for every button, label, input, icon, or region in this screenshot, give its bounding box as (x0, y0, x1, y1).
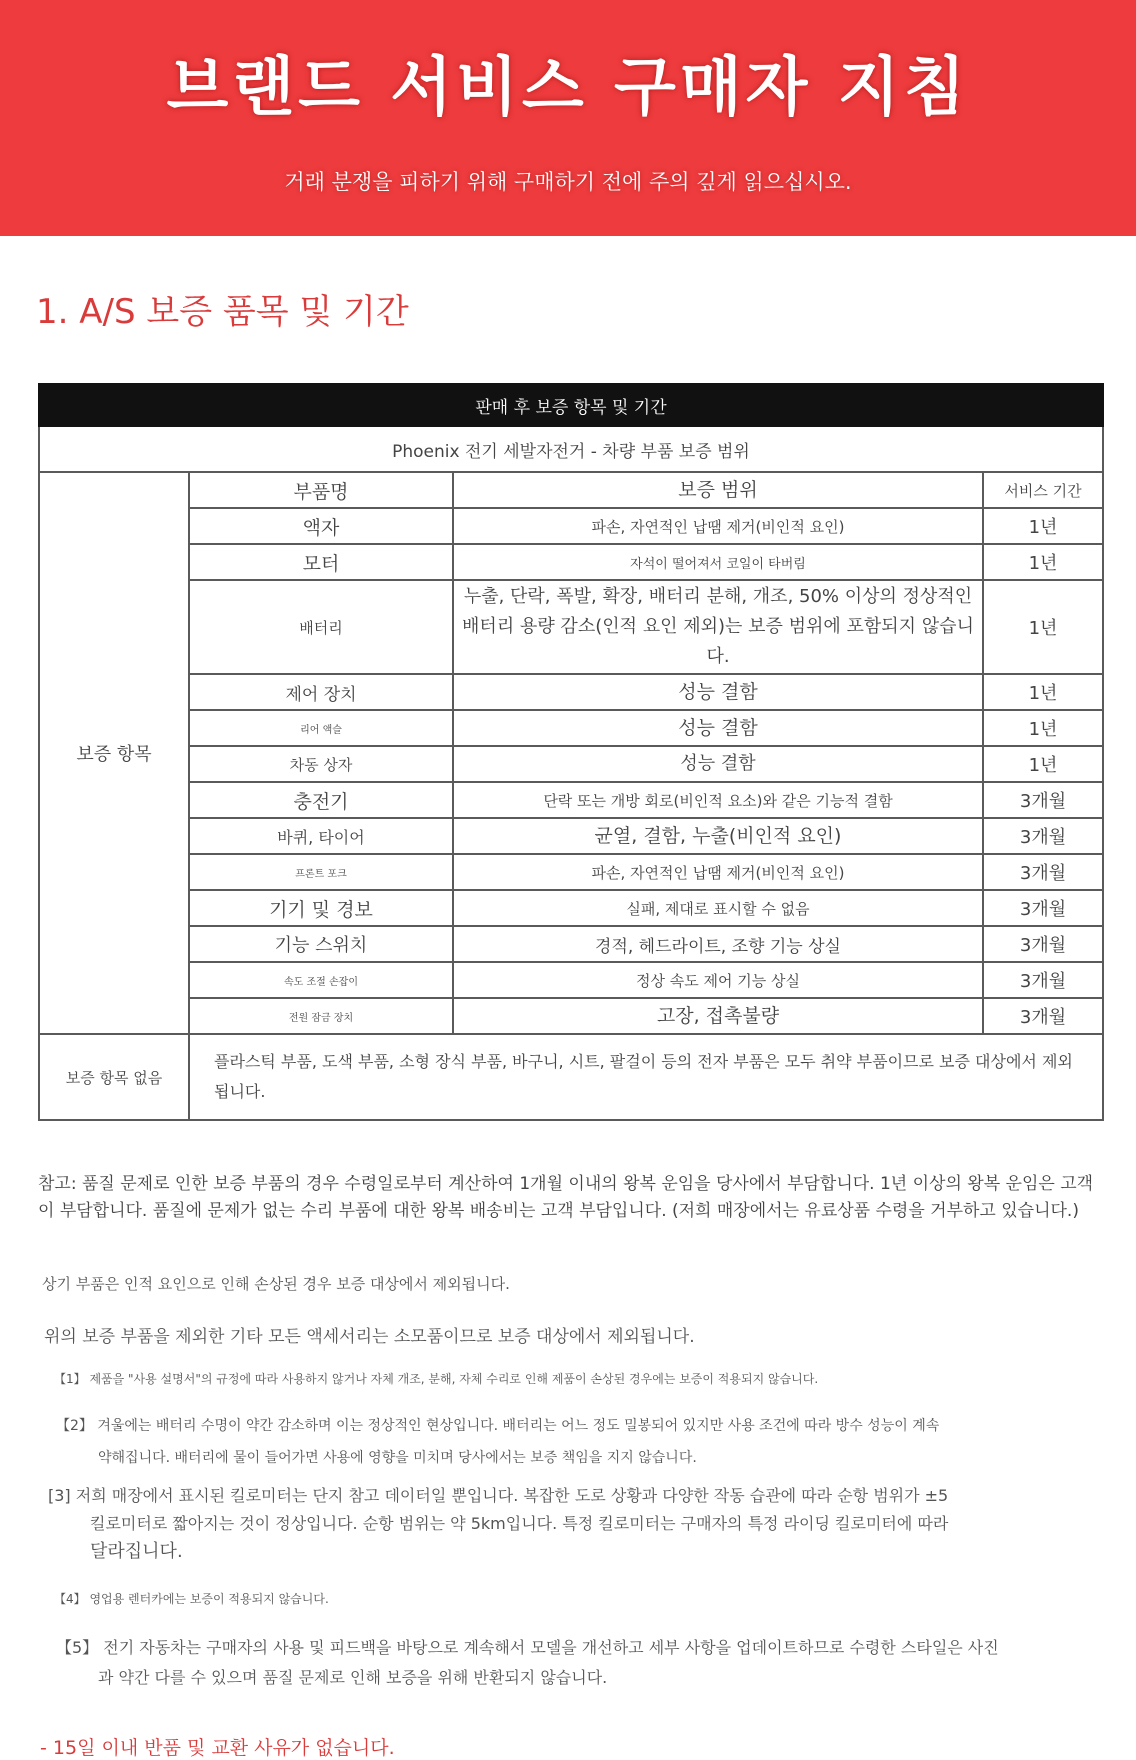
note-item-3-line2: 킬로미터로 짧아지는 것이 정상입니다. 순항 범위는 약 5km입니다. 특정 킬로미터는 구매자의 특정 라이딩 킬로미터에 따라 (90, 1514, 949, 1533)
part-period: 3개월 (983, 854, 1103, 890)
column-header-name: 부품명 (189, 472, 453, 508)
table-scope-row (39, 426, 1103, 472)
part-period: 3개월 (983, 998, 1103, 1034)
part-period: 1년 (983, 674, 1103, 710)
part-period: 1년 (983, 508, 1103, 544)
part-name: 제어 장치 (189, 674, 453, 710)
note-item-5-line1: 【5】 전기 자동차는 구매자의 사용 및 피드백을 바탕으로 계속해서 모델을 개선하고 세부 사항을 업데이트하므로 수령한 스타일은 사진 (56, 1638, 999, 1657)
note-item-1: 【1】 제품을 "사용 설명서"의 규정에 따라 사용하지 않거나 자체 개조, 분해, 자체 수리로 인해 제품이 손상된 경우에는 보증이 적용되지 않습니다. (54, 1372, 819, 1386)
part-scope: 정상 속도 제어 기능 상실 (453, 962, 983, 998)
part-name: 바퀴, 타이어 (189, 818, 453, 854)
table-row (39, 854, 1103, 890)
exclusion-text: 플라스틱 부품, 도색 부품, 소형 장식 부품, 바구니, 시트, 팔걸이 등의 전자 부품은 모두 취약 부품이므로 보증 대상에서 제외됩니다. (189, 1034, 1103, 1120)
note-item-2-line1: 【2】 겨울에는 배터리 수명이 약간 감소하며 이는 정상적인 현상입니다. 배터리는 어느 정도 밀봉되어 있지만 사용 조건에 따라 방수 성능이 계속 (56, 1418, 940, 1434)
part-scope: 경적, 헤드라이트, 조향 기능 상실 (453, 926, 983, 962)
part-scope: 성능 결함 (453, 710, 983, 746)
part-period: 3개월 (983, 926, 1103, 962)
note-item-5 (56, 1633, 1086, 1693)
part-name: 리어 액슬 (189, 710, 453, 746)
table-row (39, 746, 1103, 782)
note-human-damage: 상기 부품은 인적 요인으로 인해 손상된 경우 보증 대상에서 제외됩니다. (42, 1275, 510, 1293)
exclusion-label: 보증 항목 없음 (39, 1034, 189, 1120)
part-period: 3개월 (983, 782, 1103, 818)
part-period: 1년 (983, 544, 1103, 580)
note-item-2-line2: 약해집니다. 배터리에 물이 들어가면 사용에 영향을 미치며 당사에서는 보증 책임을 지지 않습니다. (98, 1450, 697, 1466)
section-title: 1. A/S 보증 품목 및 기간 (36, 292, 409, 332)
part-scope: 성능 결함 (453, 674, 983, 710)
part-name: 차동 상자 (189, 746, 453, 782)
table-column-headers (39, 472, 1103, 508)
part-name: 프론트 포크 (189, 854, 453, 890)
table-row (39, 782, 1103, 818)
table-row (39, 508, 1103, 544)
note-item-5-line2: 과 약간 다를 수 있으며 품질 문제로 인해 보증을 위해 반환되지 않습니다. (98, 1668, 608, 1687)
table-row (39, 544, 1103, 580)
part-scope: 단락 또는 개방 회로(비인적 요소)와 같은 기능적 결함 (453, 782, 983, 818)
page-title: 브랜드 서비스 구매자 지침 (166, 51, 970, 125)
note-consumables: 위의 보증 부품을 제외한 기타 모든 액세서리는 소모품이므로 보증 대상에서 제외됩니다. (44, 1327, 695, 1347)
part-name: 모터 (189, 544, 453, 580)
part-period: 3개월 (983, 962, 1103, 998)
part-scope: 누출, 단락, 폭발, 확장, 배터리 분해, 개조, 50% 이상의 정상적인 배터리 용량 감소(인적 요인 제외)는 보증 범위에 포함되지 않습니다. (453, 580, 983, 674)
note-item-3-line1: [3] 저희 매장에서 표시된 킬로미터는 단지 참고 데이터일 뿐입니다. 복잡한 도로 상황과 다양한 작동 습관에 따라 순항 범위가 ±5 (48, 1486, 949, 1505)
column-header-period: 서비스 기간 (983, 472, 1103, 508)
table-header-row (39, 384, 1103, 426)
part-scope: 성능 결함 (453, 746, 983, 782)
warranty-table (38, 383, 1104, 1121)
part-scope: 균열, 결함, 누출(비인적 요인) (453, 818, 983, 854)
table-row (39, 580, 1103, 674)
header-banner (0, 0, 1136, 236)
part-scope: 파손, 자연적인 납땜 제거(비인적 요인) (453, 508, 983, 544)
table-row (39, 818, 1103, 854)
part-period: 1년 (983, 710, 1103, 746)
part-period: 3개월 (983, 818, 1103, 854)
table-row (39, 998, 1103, 1034)
no-return-note: - 15일 이내 반품 및 교환 사유가 없습니다. (40, 1737, 395, 1759)
table-row (39, 962, 1103, 998)
part-name: 기기 및 경보 (189, 890, 453, 926)
part-scope: 실패, 제대로 표시할 수 없음 (453, 890, 983, 926)
page-subtitle: 거래 분쟁을 피하기 위해 구매하기 전에 주의 깊게 읽으십시오. (284, 170, 852, 194)
table-row (39, 674, 1103, 710)
part-period: 1년 (983, 746, 1103, 782)
note-item-3-line3: 달라집니다. (90, 1541, 183, 1562)
part-name: 속도 조절 손잡이 (189, 962, 453, 998)
note-item-2 (56, 1410, 1086, 1474)
note-item-4: 【4】 영업용 렌터카에는 보증이 적용되지 않습니다. (54, 1592, 329, 1606)
exclusion-row (39, 1034, 1103, 1120)
table-row (39, 890, 1103, 926)
table-row (39, 926, 1103, 962)
part-name: 액자 (189, 508, 453, 544)
note-item-3 (48, 1482, 1048, 1566)
part-name: 기능 스위치 (189, 926, 453, 962)
part-scope: 고장, 접촉불량 (453, 998, 983, 1034)
table-scope-title: Phoenix 전기 세발자전거 - 차량 부품 보증 범위 (39, 426, 1103, 472)
part-scope: 자석이 떨어져서 코일이 타버림 (453, 544, 983, 580)
column-header-scope: 보증 범위 (453, 472, 983, 508)
part-name: 전원 잠금 장치 (189, 998, 453, 1034)
category-warranty-items: 보증 항목 (39, 472, 189, 1034)
part-scope: 파손, 자연적인 납땜 제거(비인적 요인) (453, 854, 983, 890)
part-period: 1년 (983, 580, 1103, 674)
part-period: 3개월 (983, 890, 1103, 926)
note-main: 참고: 품질 문제로 인한 보증 부품의 경우 수령일로부터 계산하여 1개월 이내의 왕복 운임을 당사에서 부담합니다. 1년 이상의 왕복 운임은 고객이 부담합니다. 품질에 문제가 없는 수리 부품에 대한 왕복 배송비는 고객 부담입니다. (저희 매장에서는 유료상품 수령을 거부하고 있습니다.) (38, 1174, 1094, 1221)
table-row (39, 710, 1103, 746)
part-name: 배터리 (189, 580, 453, 674)
table-header: 판매 후 보증 항목 및 기간 (39, 384, 1103, 426)
part-name: 충전기 (189, 782, 453, 818)
